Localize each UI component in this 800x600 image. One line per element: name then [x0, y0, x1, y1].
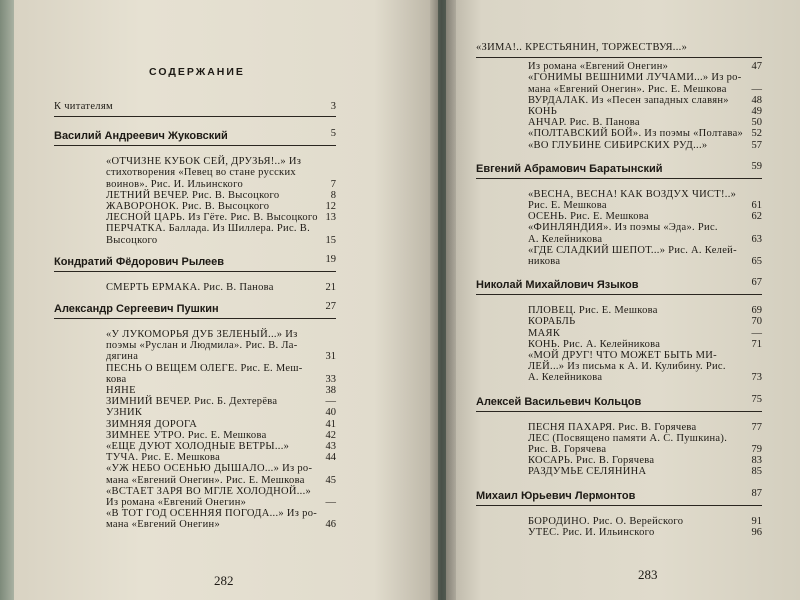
- toc-entry-text: «ПОЛТАВСКИЙ БОЙ». Из поэмы «Полтава»: [528, 128, 744, 140]
- toc-page-number: 5: [330, 128, 336, 140]
- toc-page-number: 8: [330, 189, 336, 201]
- toc-entry-text: мана «Евгений Онегин». Рис. Е. Мешкова: [528, 83, 727, 95]
- section-rule: [476, 294, 762, 295]
- toc-entry-text: ПЕСНЯ ПАХАРЯ. Рис. В. Горячева: [528, 421, 697, 433]
- toc-entry-text: УТЕС. Рис. И. Ильинского: [528, 526, 655, 538]
- toc-entry-text: КОНЬ: [528, 106, 558, 117]
- toc-page-number: 44: [325, 452, 336, 464]
- author-heading: Евгений Абрамович Баратынский: [476, 162, 663, 175]
- toc-page-number: 21: [325, 281, 336, 293]
- toc-page-number: 12: [325, 201, 336, 212]
- toc-entry-text: Рис. Е. Мешкова: [528, 200, 607, 211]
- toc-entry-text: «ГДЕ СЛАДКИЙ ШЕПОТ...» Рис. А. Келей-: [528, 244, 737, 256]
- left-page: [14, 0, 438, 600]
- author-heading: Кондратий Фёдорович Рылеев: [54, 255, 225, 268]
- toc-page-number: 79: [751, 444, 762, 455]
- section-rule: [54, 271, 336, 272]
- toc-page-number: 33: [325, 373, 336, 385]
- toc-page-number: 62: [751, 211, 762, 223]
- toc-entry-text: ПЕРЧАТКА. Баллада. Из Шиллера. Рис. В.: [106, 223, 311, 235]
- toc-entry-text: СМЕРТЬ ЕРМАКА. Рис. В. Панова: [106, 281, 274, 293]
- toc-page-number: 48: [751, 94, 762, 106]
- toc-entry-text: ЖАВОРОНОК. Рис. В. Высоцкого: [106, 201, 270, 212]
- toc-entry-text: «ВСТАЕТ ЗАРЯ ВО МГЛЕ ХОЛОДНОЙ...»: [106, 485, 312, 497]
- toc-entry-text: ЛЕЙ...» Из письма к А. И. Кулибину. Рис.: [528, 361, 726, 373]
- toc-page-number: 59: [751, 160, 762, 172]
- toc-entry-text: Из романа «Евгений Онегин»: [106, 497, 247, 508]
- toc-entry-text: Из романа «Евгений Онегин»: [528, 61, 669, 73]
- toc-page-number: 91: [751, 515, 762, 527]
- toc-page-number: 45: [325, 474, 336, 486]
- toc-entry-text: АНЧАР. Рис. В. Панова: [528, 117, 640, 129]
- toc-page-number: 71: [751, 338, 762, 350]
- toc-entry-text: БОРОДИНО. Рис. О. Верейского: [528, 515, 684, 527]
- toc-page-number: 85: [751, 466, 762, 478]
- toc-entry-text: УЗНИК: [106, 407, 143, 419]
- toc-page-number: 42: [325, 429, 336, 441]
- toc-entry-text: КОРАБЛЬ: [528, 316, 576, 328]
- toc-page-number: 13: [325, 212, 336, 224]
- author-heading: Василий Андреевич Жуковский: [54, 130, 228, 143]
- toc-entry-text: «УЖ НЕБО ОСЕНЬЮ ДЫШАЛО...» Из ро-: [106, 463, 313, 475]
- toc-entry-text: «ВО ГЛУБИНЕ СИБИРСКИХ РУД...»: [528, 139, 708, 151]
- toc-entry-text: А. Келейникова: [528, 372, 603, 384]
- toc-entry-text: дягина: [106, 351, 139, 363]
- toc-page-number: —: [751, 327, 762, 339]
- toc-page-number: 73: [751, 372, 762, 384]
- toc-page-number: 57: [751, 139, 762, 151]
- toc-entry-text: «ЕЩЕ ДУЮТ ХОЛОДНЫЕ ВЕТРЫ...»: [106, 441, 290, 452]
- toc-page-number: 41: [325, 418, 336, 430]
- toc-entry-text: «ЗИМА!.. КРЕСТЬЯНИН, ТОРЖЕСТВУЯ...»: [476, 42, 688, 53]
- toc-page-number: 38: [325, 385, 336, 396]
- toc-entry-text: «В ТОТ ГОД ОСЕННЯЯ ПОГОДА...» Из ро-: [106, 508, 318, 520]
- toc-entry-text: ТУЧА. Рис. Е. Мешкова: [106, 452, 221, 464]
- toc-entry-text: РАЗДУМЬЕ СЕЛЯНИНА: [528, 466, 647, 478]
- toc-entry-text: ЛЕСНОЙ ЦАРЬ. Из Гёте. Рис. В. Высоцкого: [106, 212, 318, 224]
- section-rule: [476, 505, 762, 506]
- toc-entry-text: ЛЕС (Посвящено памяти А. С. Пушкина).: [528, 432, 728, 444]
- toc-entry-text: «ФИНЛЯНДИЯ». Из поэмы «Эда». Рис.: [528, 222, 718, 234]
- section-rule: [54, 116, 336, 117]
- background-edge: [0, 0, 14, 600]
- toc-entry-text: Высоцкого: [106, 234, 158, 246]
- toc-page-number: 70: [751, 316, 762, 328]
- toc-entry-text: ЗИМНЯЯ ДОРОГА: [106, 418, 198, 430]
- book-spine: [430, 0, 456, 600]
- toc-page-number: 96: [751, 526, 762, 538]
- toc-entry-text: ВУРДАЛАК. Из «Песен западных славян»: [528, 94, 729, 106]
- toc-page-number: 49: [751, 106, 762, 117]
- toc-page-number: 77: [751, 421, 762, 433]
- toc-page-number: 83: [751, 455, 762, 467]
- toc-page-number: 69: [751, 305, 762, 317]
- toc-page-number: —: [751, 83, 762, 95]
- toc-entry-text: стихотворения «Певец во стане русских: [106, 167, 296, 179]
- toc-entry-text: ПЛОВЕЦ. Рис. Е. Мешкова: [528, 305, 658, 317]
- toc-page-number: 43: [325, 441, 336, 452]
- toc-page-number: 31: [325, 351, 336, 363]
- author-heading: Алексей Васильевич Кольцов: [476, 395, 642, 408]
- left-page-number: 282: [214, 573, 234, 588]
- section-rule: [54, 145, 336, 146]
- section-rule: [476, 411, 762, 412]
- toc-entry-text: никова: [528, 256, 561, 267]
- toc-page-number: 67: [751, 277, 762, 289]
- toc-entry-text: КОСАРЬ. Рис. В. Горячева: [528, 455, 655, 467]
- toc-entry-text: Рис. В. Горячева: [528, 444, 607, 455]
- toc-page-number: 3: [330, 101, 336, 112]
- toc-entry-text: ОСЕНЬ. Рис. Е. Мешкова: [528, 211, 649, 223]
- toc-entry-text: КОНЬ. Рис. А. Келейникова: [528, 338, 661, 350]
- toc-page-number: 15: [325, 234, 336, 246]
- toc-page-number: 50: [751, 117, 762, 129]
- toc-entry-text: «ГОНИМЫ ВЕШНИМИ ЛУЧАМИ...» Из ро-: [528, 72, 742, 84]
- section-rule: [476, 178, 762, 179]
- toc-page-number: 65: [751, 256, 762, 267]
- toc-entry-text: «ОТЧИЗНЕ КУБОК СЕЙ, ДРУЗЬЯ!..» Из: [106, 156, 302, 168]
- toc-entry-text: НЯНЕ: [106, 385, 136, 396]
- toc-entry-text: мана «Евгений Онегин»: [106, 519, 221, 531]
- section-rule: [54, 318, 336, 319]
- author-heading: Николай Михайлович Языков: [476, 279, 639, 292]
- toc-page-number: 87: [751, 487, 762, 499]
- toc-entry-text: ЛЕТНИЙ ВЕЧЕР. Рис. В. Высоцкого: [106, 189, 280, 201]
- toc-entry-text: ПЕСНЬ О ВЕЩЕМ ОЛЕГЕ. Рис. Е. Меш-: [106, 362, 303, 374]
- toc-page-number: 7: [330, 178, 336, 190]
- toc-page-number: —: [325, 396, 336, 408]
- toc-page-number: 46: [325, 519, 336, 531]
- toc-page-number: —: [325, 497, 336, 508]
- toc-entry-text: «ВЕСНА, ВЕСНА! КАК ВОЗДУХ ЧИСТ!..»: [528, 188, 737, 200]
- toc-entry-text: поэмы «Руслан и Людмила». Рис. В. Ла-: [106, 340, 298, 352]
- toc-entry-text: ЗИМНИЙ ВЕЧЕР. Рис. Б. Дехтерёва: [106, 396, 278, 408]
- toc-entry-text: А. Келейникова: [528, 233, 603, 245]
- toc-page-number: 61: [751, 200, 762, 211]
- toc-page-number: 63: [751, 233, 762, 245]
- right-page-number: 283: [638, 567, 658, 582]
- section-rule: [476, 57, 762, 58]
- toc-page-number: 47: [751, 61, 762, 73]
- toc-entry-text: «У ЛУКОМОРЬЯ ДУБ ЗЕЛЕНЫЙ...» Из: [106, 329, 298, 340]
- toc-entry-text: «МОЙ ДРУГ! ЧТО МОЖЕТ БЫТЬ МИ-: [528, 350, 717, 361]
- author-heading: Александр Сергеевич Пушкин: [54, 303, 219, 315]
- toc-entry-text: МАЯК: [528, 327, 561, 339]
- toc-page-number: 52: [751, 128, 762, 140]
- author-heading: Михаил Юрьевич Лермонтов: [476, 489, 636, 502]
- toc-page-number: 27: [325, 301, 336, 312]
- toc-entry-text: К читателям: [54, 101, 113, 112]
- right-page: [446, 0, 800, 600]
- toc-entry-text: кова: [106, 373, 127, 385]
- toc-page-number: 19: [325, 253, 336, 265]
- toc-entry-text: ЗИМНЕЕ УТРО. Рис. Е. Мешкова: [106, 429, 267, 441]
- toc-entry-text: мана «Евгений Онегин». Рис. Е. Мешкова: [106, 474, 305, 486]
- toc-entry-text: воинов». Рис. И. Ильинского: [106, 178, 244, 190]
- toc-page-number: 40: [325, 407, 336, 419]
- contents-heading: СОДЕРЖАНИЕ: [149, 66, 245, 78]
- toc-page-number: 75: [751, 393, 762, 405]
